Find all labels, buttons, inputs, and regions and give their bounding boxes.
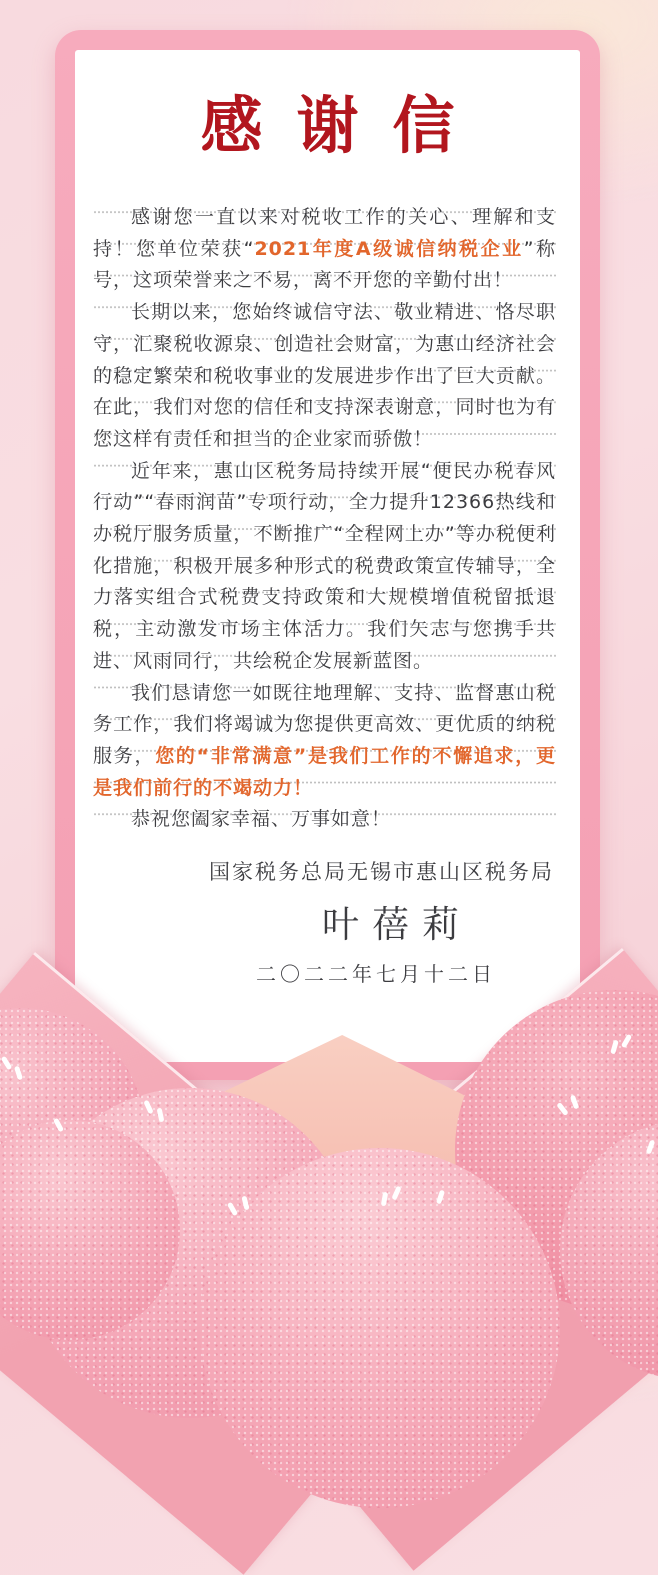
letter-signoff (93, 856, 554, 987)
signoff-signature: 叶蓓莉 (322, 903, 472, 946)
letter-paragraph (93, 456, 556, 678)
body-text: 恭祝您阖家幸福、万事如意！ (131, 808, 392, 831)
body-text: 长期以来，您始终诚信守法、敬业精进、恪尽职守，汇聚税收源泉、创造社会财富，为惠山经济社会的稳定繁荣和税收事业的发展进步作出了巨大贡献。在此，我们对您的信任和支持深表谢意，同时也为有您这样有责任和担当的企业家而骄傲！ (93, 301, 556, 450)
highlighted-text: 您的“非常满意”是我们工作的不懈追求，更是我们前行的不竭动力！ (93, 744, 556, 799)
letter-paragraph (93, 202, 556, 297)
body-text: ”称号，这项荣誉来之不易，离不开您的辛勤付出！ (93, 237, 557, 292)
highlighted-text: 2021年度A级诚信纳税企业 (254, 237, 524, 260)
letter-body (93, 202, 556, 836)
body-text: 我们恳请您一如既往地理解、支持、监督惠山税务工作，我们将竭诚为您提供更高效、更优质的纳税服务， (93, 681, 556, 767)
signoff-agency: 国家税务总局无锡市惠山区税务局 (209, 860, 554, 884)
body-text: 感谢您一直以来对税收工作的关心、理解和支持！您单位荣获“ (93, 206, 556, 260)
signoff-date: 二〇二二年七月十二日 (256, 962, 496, 986)
letter-frame (55, 30, 600, 1080)
letter-paragraph (93, 804, 556, 836)
flower-pompom (200, 1148, 560, 1508)
body-text: 近年来，惠山区税务局持续开展“便民办税春风行动”“春雨润苗”专项行动，全力提升12366热线和办税厅服务质量，不断推广“全程网上办”等办税便利化措施，积极开展多种形式的税费政策宣传辅导，全力落实组合式税费支持政策和大规模增值税留抵退税，主动激发市场主体活力。我们矢志与您携手共进、风雨同行，共绘税企发展新蓝图。 (93, 459, 556, 672)
letter-paper (75, 50, 580, 1062)
letter-paragraph (93, 297, 556, 456)
letter-paragraph (93, 678, 556, 805)
letter-title: 感谢信 (200, 89, 489, 162)
